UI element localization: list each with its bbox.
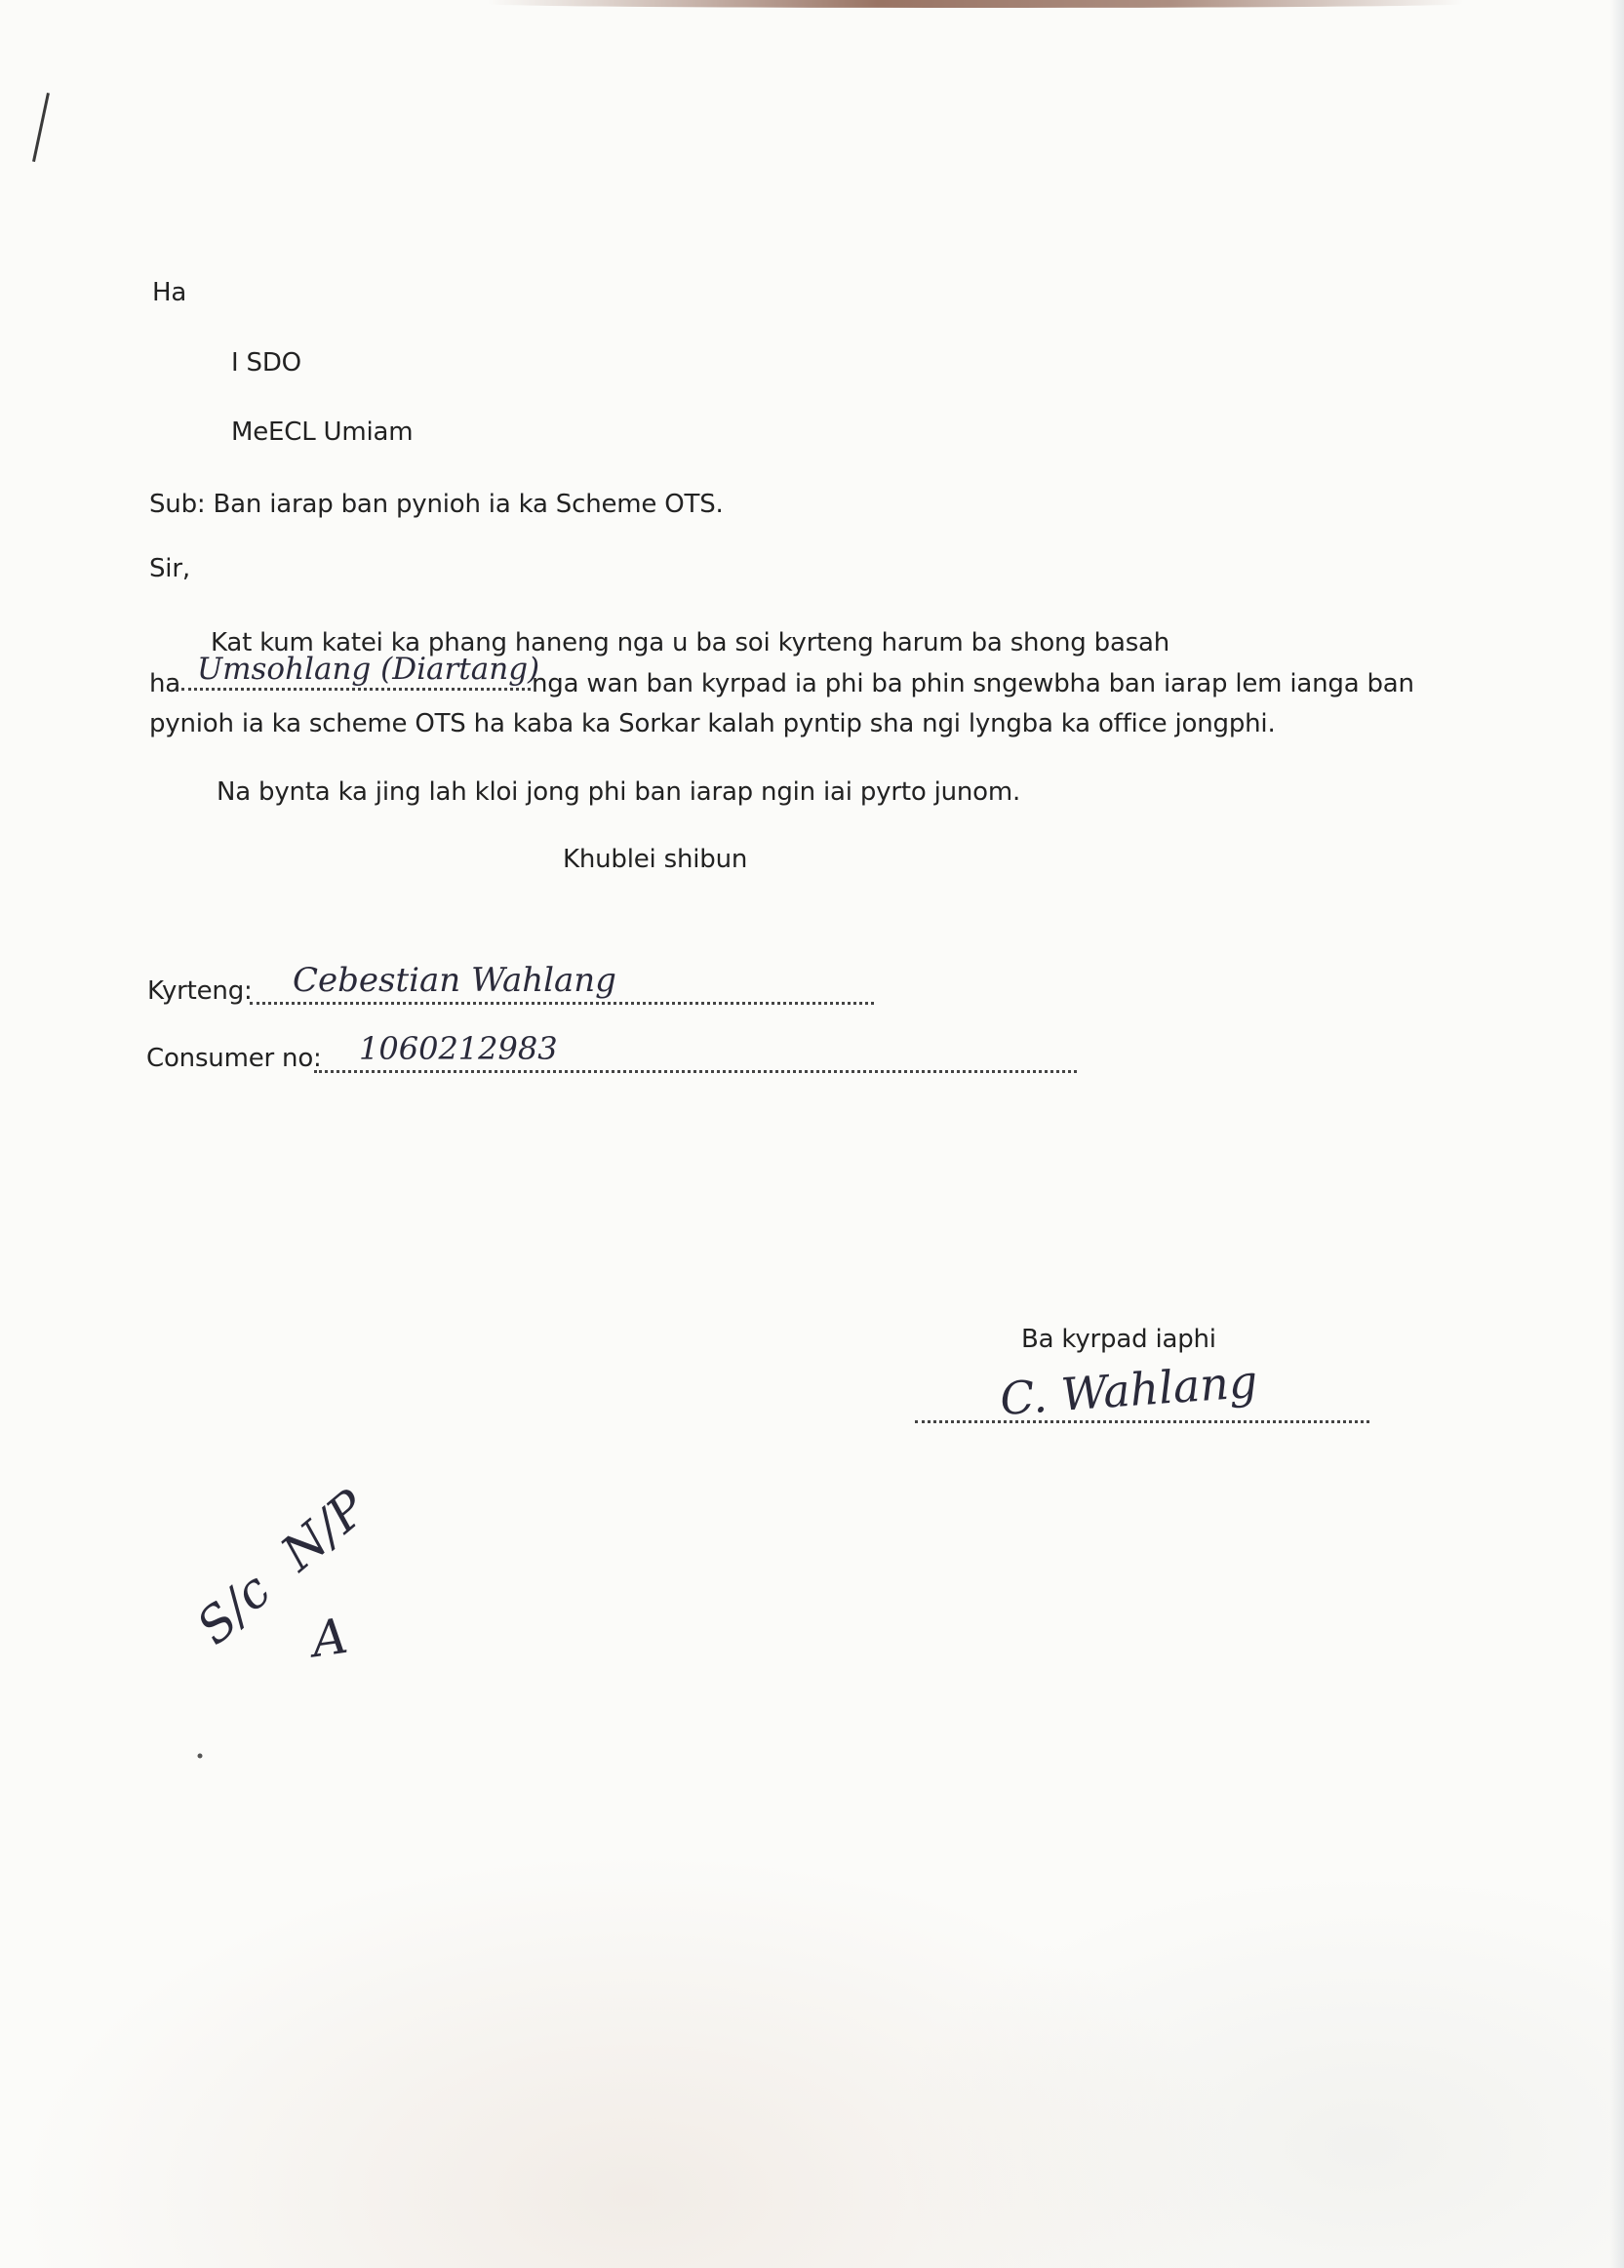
signature-fill-line [915,1420,1369,1423]
subject-line: Sub: Ban iarap ban pynioh ia ka Scheme OTS. [149,490,724,519]
margin-note-2: N/P [270,1479,377,1582]
signature-label: Ba kyrpad iaphi [1021,1325,1216,1354]
recipient-line-1: I SDO [231,348,301,378]
consumer-fill-line [314,1070,1077,1073]
name-fill-line [250,1002,874,1005]
paper-right-edge-shadow [1610,0,1624,2268]
body-line-3: pynioh ia ka scheme OTS ha kaba ka Sorkar kalah pyntip sha ngi lyngba ka office jongphi. [149,709,1276,738]
pen-mark [32,93,50,162]
body-line-1: Kat kum katei ka phang haneng nga u ba soi kyrteng harum ba shong basah [211,628,1170,657]
paper-speck [195,1751,205,1761]
paper-top-edge-shadow [488,0,1463,8]
place-fill-line [181,688,531,691]
handwritten-consumer-number: 1060212983 [359,1030,558,1067]
addressee-to: Ha [152,278,187,307]
closing: Khublei shibun [563,845,748,874]
consumer-label: Consumer no: [146,1044,322,1073]
recipient-line-2: MeECL Umiam [231,418,414,447]
handwritten-place: Umsohlang (Diartang) [197,652,540,687]
name-label: Kyrteng: [147,976,253,1006]
margin-note-1: S/c [185,1561,282,1656]
body-line-4: Na bynta ka jing lah kloi jong phi ban iarap ngin iai pyrto junom. [217,777,1021,807]
body-line-2-suffix: nga wan ban kyrpad ia phi ba phin sngewbha ban iarap lem ianga ban [532,669,1414,698]
handwritten-signature: C. Wahlang [998,1354,1259,1426]
handwritten-name: Cebestian Wahlang [293,961,616,1000]
margin-note-3: A [308,1607,351,1669]
body-line-2-prefix: ha [149,669,181,698]
greeting: Sir, [149,554,190,583]
